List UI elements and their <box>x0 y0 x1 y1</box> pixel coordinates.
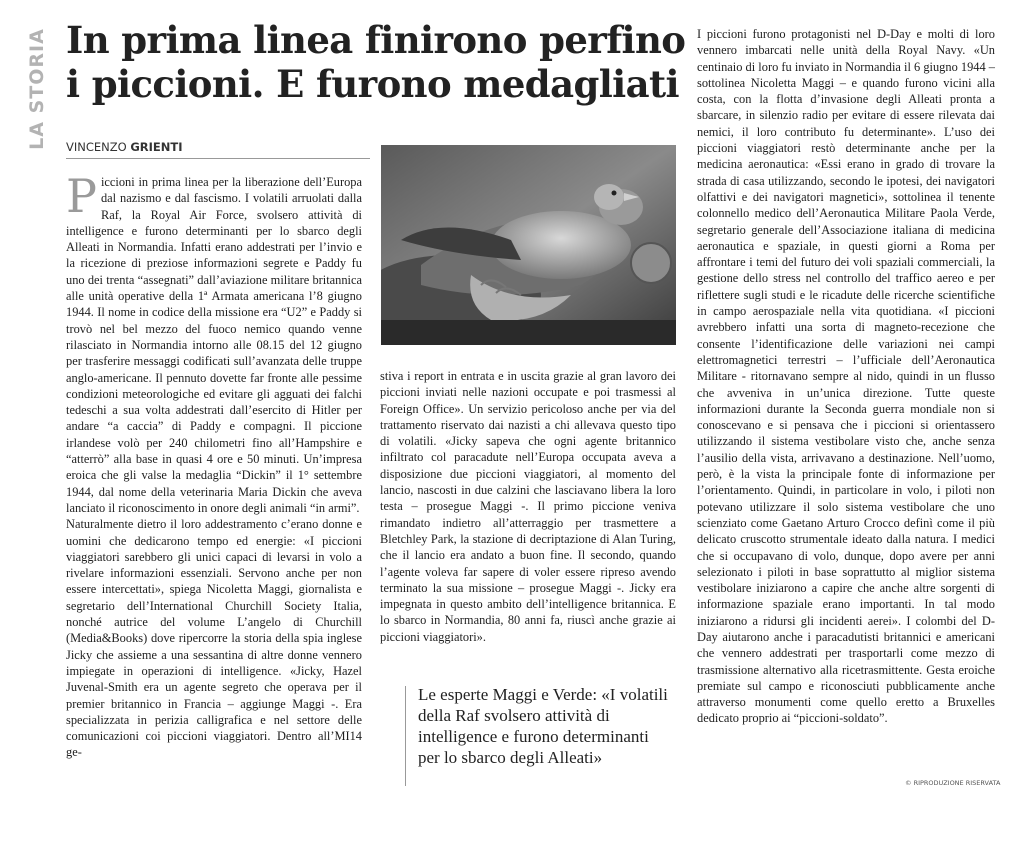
article-column-1 <box>66 169 362 761</box>
drop-cap: P <box>66 169 97 223</box>
byline <box>66 140 366 154</box>
article-column-3 <box>697 26 995 727</box>
copyright-notice: © RIPRODUZIONE RISERVATA <box>905 779 1001 787</box>
byline-last-name: GRIENTI <box>130 140 183 154</box>
section-label-text: LA STORIA <box>26 28 48 150</box>
paragraph: Naturalmente dietro il loro addestramento c’erano donne e uomini che dedicarono tempo ed energie: «I piccioni viaggiatori sarebbero gli unici capaci di levarsi in volo a rivelare informazioni essenziali. Servono anche per non essere intercettati», spiega Nicoletta Maggi, giornalista e segretario dell’International Churchill Society Italia, nonché autrice del volume L’angelo di Churchill (Media&Books) dove ripercorre la storia della spia inglese Jicky che assieme a una sessantina di altre donne vennero impiegate in operazioni di intelligence. «Jicky, Hazel Juvenal-Smith era un agente segreto che operava per il premier britannico in Francia – aggiunge Maggi -. Era specializzata in perizia calligrafica e nel settore delle comunicazioni coi piccioni viaggiatori. Dentro all’MI14 ge- <box>66 517 362 760</box>
quote-rule <box>405 686 406 786</box>
article-column-2 <box>380 368 676 645</box>
pigeon-photo-graphic <box>381 145 676 345</box>
pull-quote: Le esperte Maggi e Verde: «I volatili della Raf svolsero attività di intelligence e furono determinanti per lo sbarco degli Alleati» <box>418 685 668 767</box>
paragraph: I piccioni furono protagonisti nel D-Day e molti di loro vennero imbarcati nelle unità della Royal Navy. «Un centinaio di loro fu inviato in Normandia il 6 giugno 1944 – sottolinea Nicoletta Maggi – e quando furono vicini alla costa, con la flotta d’invasione degli Alleati pronta a sbarcare, in silenzio radio per evitare di essere rilevata dai nemici, il loro contributo fu determinante». L’uso dei piccioni viaggiatori restò determinante anche per la medicina aeronautica: «Essi erano in grado di trovare la strada di casa utilizzando, secondo le ipotesi, dei navigatori olfattivi e dei navigatori magnetici», sottolinea il tenente colonnello medico dell’Aeronautica Militare Paola Verde, segretario generale dell’Associazione italiana di medicina aeronautica e spaziale, in questi giorni a Roma per affrontare i temi del futuro dei voli spaziali commerciali, la gestione dello stress nel controllo del traffico aereo e per riflettere sugli studi e le ricadute delle ricerche scientifiche in campo aerospaziale nella vita quotidiana. «I piccioni avrebbero infatti una sorta di magneto-recezione che consente l’identificazione delle variazioni nei campi elettromagnetici terrestri – l’ufficiale dell’Aeronautica Militare - ritornavano sempre al nido, quindi in un flusso che avveniva in un’unica direzione. Tutte queste informazioni durante la Seconda guerra mondiale non si conoscevano e si pensava che i piccioni si orientassero utilizzando il sistema vestibolare visto che, anche senza l’ausilio della vista, arrivavano a destinazione. Nell’uomo, però, è la vista la principale fonte di informazione per l’orientamento. Quindi, in particolare in volo, i piloti non potevano utilizzare il solo sistema vestibolare che uno scienziato come Gaetano Arturo Crocco definì come il più delicato cruscotto strumentale ideato dalla natura. I medici che si occupavano di volo, dunque, dopo avere per anni selezionato i piloti in base soprattutto al miglior sistema vestibolare iniziarono a capire che anche altre sorgenti di informazione spaziale erano importanti. In tal modo iniziarono a ridursi gli incidenti aerei». I colombi del D-Day aiutarono anche i paracadutisti britannici e americani che vennero addestrati per trasportarli come mezzo di trasmissione alternativo alla ricetrasmittente. Gesta eroiche premiate sul campo e riconosciuti pubblicamente anche attraverso monumenti come quello eretto a Bruxelles dedicato proprio ai “piccioni-soldato”. <box>697 27 995 726</box>
paragraph: stiva i report in entrata e in uscita grazie al gran lavoro dei piccioni inviati nelle nazioni occupate e poi trasmessi al Foreign Office». Un servizio pericoloso anche per via del trattamento riservato dai nazisti a chi allevava questo tipo di volatili. «Jicky sapeva che ogni agente britannico infiltrato col paracadute nell’Europa occupata aveva a disposizione due piccioni viaggiatori, al momento del lancio, nascosti in due calzini che lasciavano libera la loro testa – prosegue Maggi -. Il primo piccione veniva rimandato indietro all’atterraggio per trasmettere a Bletchley Park, la stazione di decriptazione di Alan Turing, che il lancio era andato a buon fine. Il secondo, quando l’agente voleva far sapere di voler essere ripreso avendo terminato la sua missione – prosegue Maggi -. Jicky era impegnata in questo ambito dell’intelligence britannica. E lo sbarco in Normandia, 80 anni fa, riuscì anche grazie ai piccioni viaggiatori». <box>380 369 676 644</box>
section-label <box>22 28 52 158</box>
pigeon-photo <box>381 145 676 345</box>
byline-first-name: VINCENZO <box>66 140 127 154</box>
paragraph <box>66 169 362 516</box>
paragraph-text: iccioni in prima linea per la liberazione dell’Europa dal nazismo e dal fascismo. I volatili arruolati dalla Raf, la Royal Air Force, svolsero attività di intelligence e furono determinanti per lo sbarco degli Alleati in Normandia. Infatti erano addestrati per l’invio e la ricezione di preziose informazioni segrete e Paddy fu uno dei trenta “assegnati” dall’aviazione militare britannica alle unità operative della 1ª Armata americana l’8 giugno 1944. Il nome in codice della missione era “U2” e Paddy si trovò nel bel mezzo del fuoco nemico quando venne rilasciato in Normandia intorno alle 08.15 del 12 giugno per trasferire messaggi codificati sull’avanzata delle truppe anglo-americane. Il pennuto dovette far fronte alle pessime condizioni meteorologiche ed evitare gli agguati dei falchi tedeschi a sua volta addestrati dall’esercito di Hitler per andare “a caccia” di Paddy e compagni. Il piccione irlandese volò per 240 chilometri fino all’Hampshire e “atterrò” alla base in quasi 4 ore e 50 minuti. Un’impresa eroica che gli valse la medaglia “Dickin” il 1° settembre 1944, dal nome della veterinaria Maria Dickin che aveva lanciato il riconoscimento in onore degli animali “in armi”. <box>66 175 362 515</box>
byline-rule <box>66 158 370 159</box>
headline: In prima linea finirono perfino i piccioni. E furono medagliati <box>66 18 686 106</box>
